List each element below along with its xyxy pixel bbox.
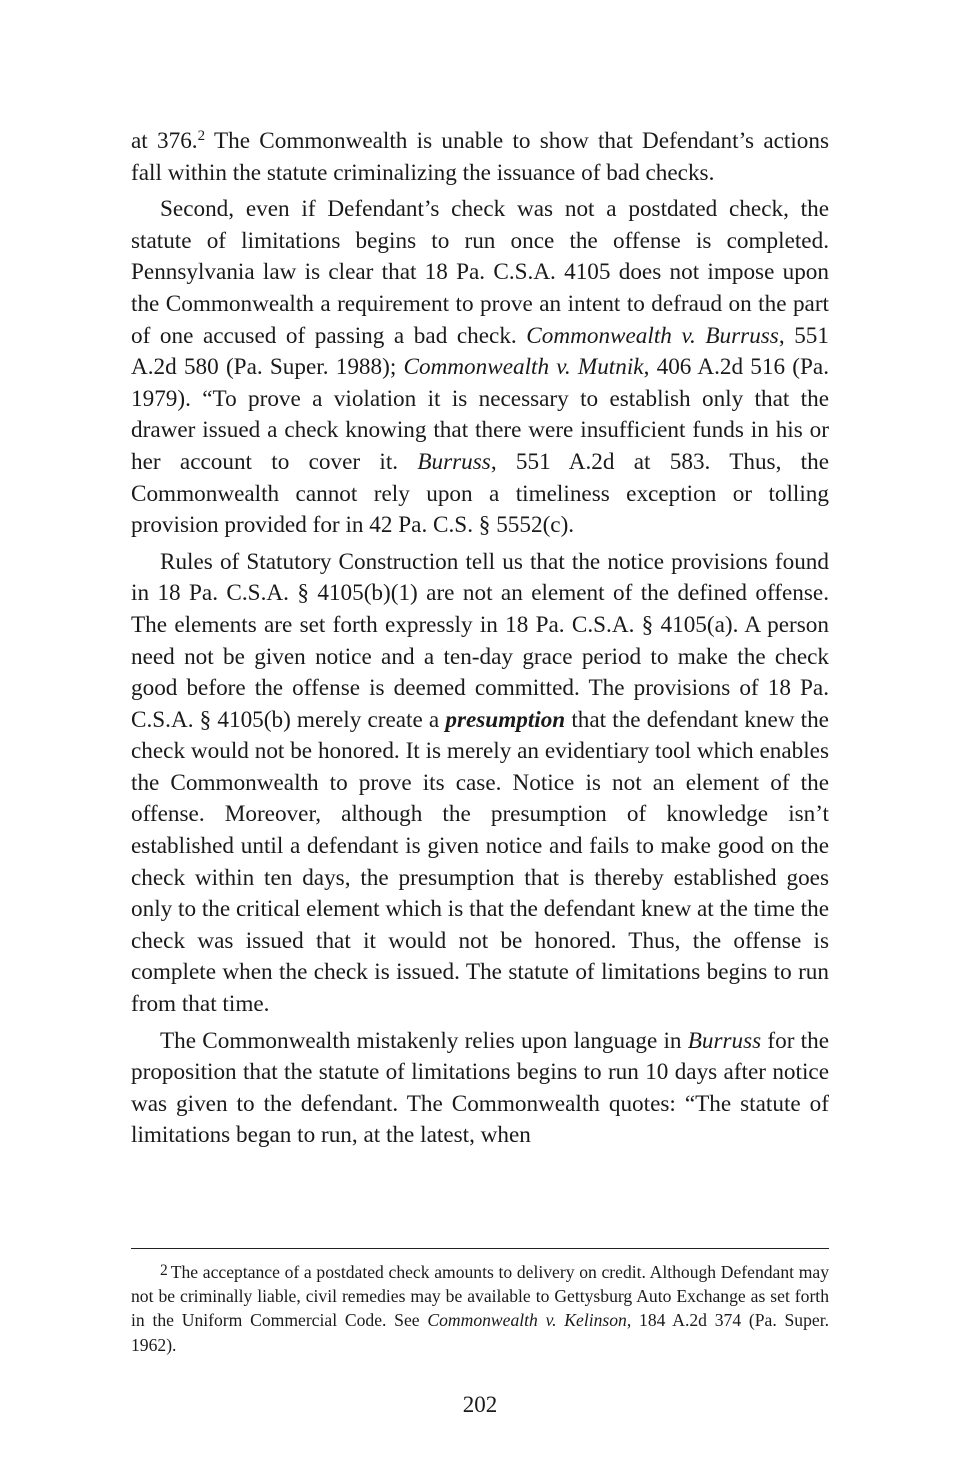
text-run: The acceptance of a postdated check amounts to delivery on credit. Although Defendant may not be criminally liable, civil remedies may be available to Gettysburg Auto Exchange as set forth in the Uniform Commercial Code. See <box>131 1262 829 1331</box>
footnote-body <box>131 1262 829 1355</box>
paragraph-1 <box>131 126 829 189</box>
text-run: for the proposition that the statute of limitations begins to run 10 days after notice was given to the defendant. The Commonwealth quotes: “The statute of limitations began to run, at the latest, when <box>131 1027 829 1149</box>
footnote-mark: 2 <box>160 1262 168 1279</box>
text-run: , 406 A.2d 516 (Pa. 1979). “To prove a violation it is necessary to establish only that the drawer issued a check knowing that there were insufficient funds in his or her account to cover it. <box>131 354 829 475</box>
footnote-rule <box>131 1248 829 1249</box>
page-number: 202 <box>462 1392 498 1417</box>
text-run: , 551 A.2d at 583. Thus, the Commonwealth cannot rely upon a timeliness exception or tolling provision provided for in 42 Pa. C.S. § 5552(c). <box>131 448 829 539</box>
text-run: , 184 A.2d 374 (Pa. Super. 1962). <box>131 1310 829 1355</box>
footnote-reference: 2 <box>197 128 206 144</box>
text-run: Rules of Statutory Construction tell us that the notice provisions found in 18 Pa. C.S.A. § 4105(b)(1) are not an element of the defined offense. The elements are set forth expressly in 18 Pa. C.S.A. § 4105(a). A person need not be given notice and a ten-day grace period to make the check good before the offense is deemed committed. The provisions of 18 Pa. C.S.A. § 4105(b) merely create a <box>131 548 829 733</box>
case-citation: Burruss <box>417 448 491 475</box>
text-run: The Commonwealth mistakenly relies upon language in <box>160 1027 688 1054</box>
case-citation: Commonwealth v. Kelinson <box>427 1310 627 1331</box>
text-run: The Commonwealth is unable to show that Defendant’s actions fall within the statute criminalizing the issuance of bad checks. <box>131 128 829 186</box>
footnote-text <box>131 1259 829 1357</box>
text-run: at 376. <box>131 128 198 154</box>
emphasis-text: presumption <box>445 706 566 733</box>
text-run: , 551 A.2d 580 (Pa. Super. 1988); <box>131 322 829 381</box>
case-citation: Burruss <box>687 1027 762 1054</box>
paragraph-4 <box>131 1026 829 1152</box>
footnote <box>131 1259 829 1357</box>
paragraph-3 <box>131 547 829 1021</box>
emphasis <box>445 707 565 733</box>
case-citation: Commonwealth v. Mutnik <box>403 354 644 381</box>
paragraph-2 <box>131 194 829 542</box>
case-citation: Commonwealth v. Burruss <box>526 322 779 349</box>
text-run: that the defendant knew the check would not be honored. It is merely an evidentiary tool which enables the Commonwealth to prove its case. Notice is not an element of the offense. Moreover, although the presumption of knowledge isn’t established until a defendant is given notice and fails to make good on the check within ten days, the presumption that is thereby established goes only to the critical element which is that the defendant knew at the time the check was issued that it would not be honored. Thus, the offense is complete when the check is issued. The statute of limitations begins to run from that time. <box>131 706 829 1018</box>
text-run: Second, even if Defendant’s check was not a postdated check, the statute of limitations begins to run once the offense is completed. Pennsylvania law is clear that 18 Pa. C.S.A. 4105 does not impose upon the Commonwealth a requirement to prove an intent to defraud on the part of one accused of passing a bad check. <box>131 196 829 349</box>
body-text <box>131 126 829 1157</box>
